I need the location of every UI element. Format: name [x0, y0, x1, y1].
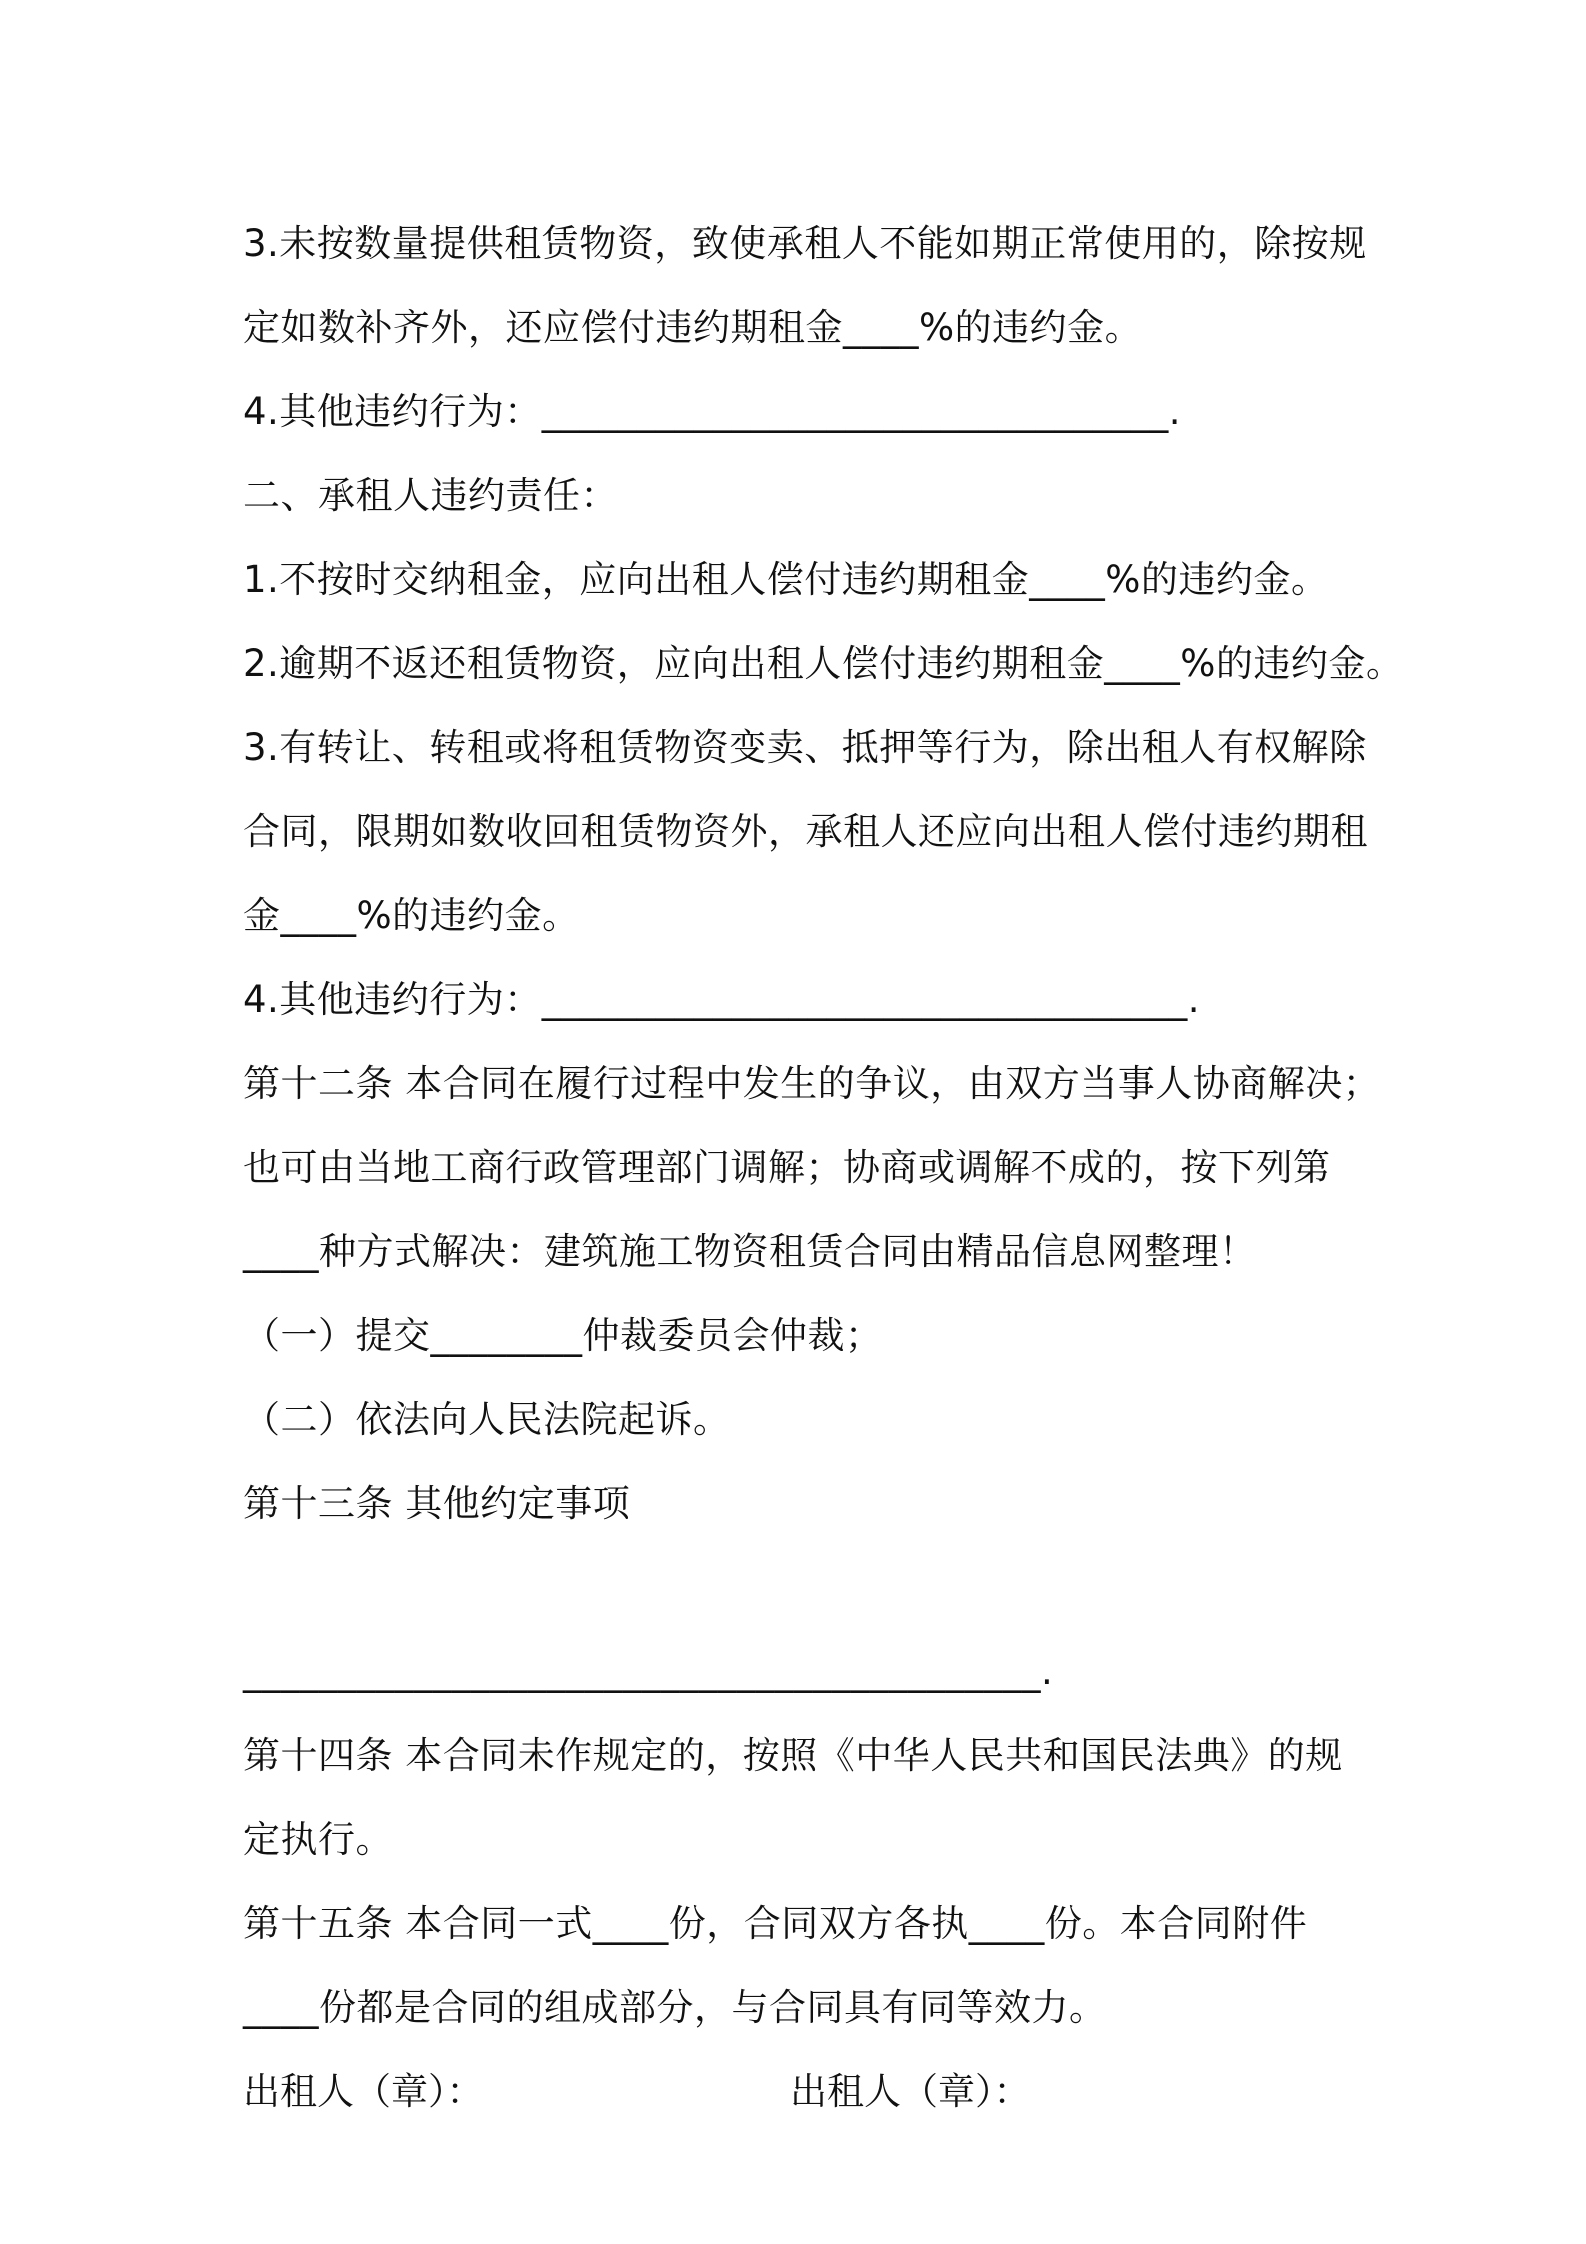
text-line: （二）依法向人民法院起诉。 — [243, 1398, 731, 1441]
text-line: （一）提交________仲裁委员会仲裁； — [243, 1314, 883, 1357]
text-line: 3.未按数量提供租赁物资，致使承租人不能如期正常使用的，除按规 — [243, 222, 1367, 265]
signature-row — [243, 2050, 1383, 2134]
lessor-signature-right: 出租人（章）： — [790, 2070, 1031, 2113]
text-line: 定如数补齐外，还应偿付违约期租金____%的违约金。 — [243, 306, 1143, 349]
text-line: ____份都是合同的组成部分，与合同具有同等效力。 — [243, 1986, 1107, 2029]
article-14: 第十四条 本合同未作规定的，按照《中华人民共和国民法典》的规 — [243, 1734, 1343, 1777]
lessor-signature-left: 出租人（章）： — [243, 2070, 484, 2113]
article-12: 第十二条 本合同在履行过程中发生的争议，由双方当事人协商解决； — [243, 1062, 1381, 1105]
document-body — [243, 202, 1404, 2134]
blank-line — [243, 1546, 1383, 1630]
fill-in-line: __________________________________________. — [243, 1650, 1054, 1693]
article-15: 第十五条 本合同一式____份，合同双方各执____份。本合同附件 — [243, 1902, 1308, 1945]
text-line: 合同，限期如数收回租赁物资外，承租人还应向出租人偿付违约期租 — [243, 810, 1368, 853]
text-line: 4.其他违约行为：__________________________________. — [243, 978, 1201, 1021]
section-heading: 二、承租人违约责任： — [243, 474, 618, 517]
text-line: 3.有转让、转租或将租赁物资变卖、抵押等行为，除出租人有权解除 — [243, 726, 1367, 769]
article-13: 第十三条 其他约定事项 — [243, 1482, 631, 1525]
text-line: 金____%的违约金。 — [243, 894, 580, 937]
text-line: 4.其他违约行为：_________________________________. — [243, 390, 1182, 433]
text-line: 2.逾期不返还租赁物资，应向出租人偿付违约期租金____%的违约金。 — [243, 642, 1404, 685]
text-line: 也可由当地工商行政管理部门调解；协商或调解不成的，按下列第 — [243, 1146, 1331, 1189]
text-line: ____种方式解决：建筑施工物资租赁合同由精品信息网整理！ — [243, 1230, 1257, 1273]
text-line: 1.不按时交纳租金，应向出租人偿付违约期租金____%的违约金。 — [243, 558, 1329, 601]
text-line: 定执行。 — [243, 1818, 393, 1861]
